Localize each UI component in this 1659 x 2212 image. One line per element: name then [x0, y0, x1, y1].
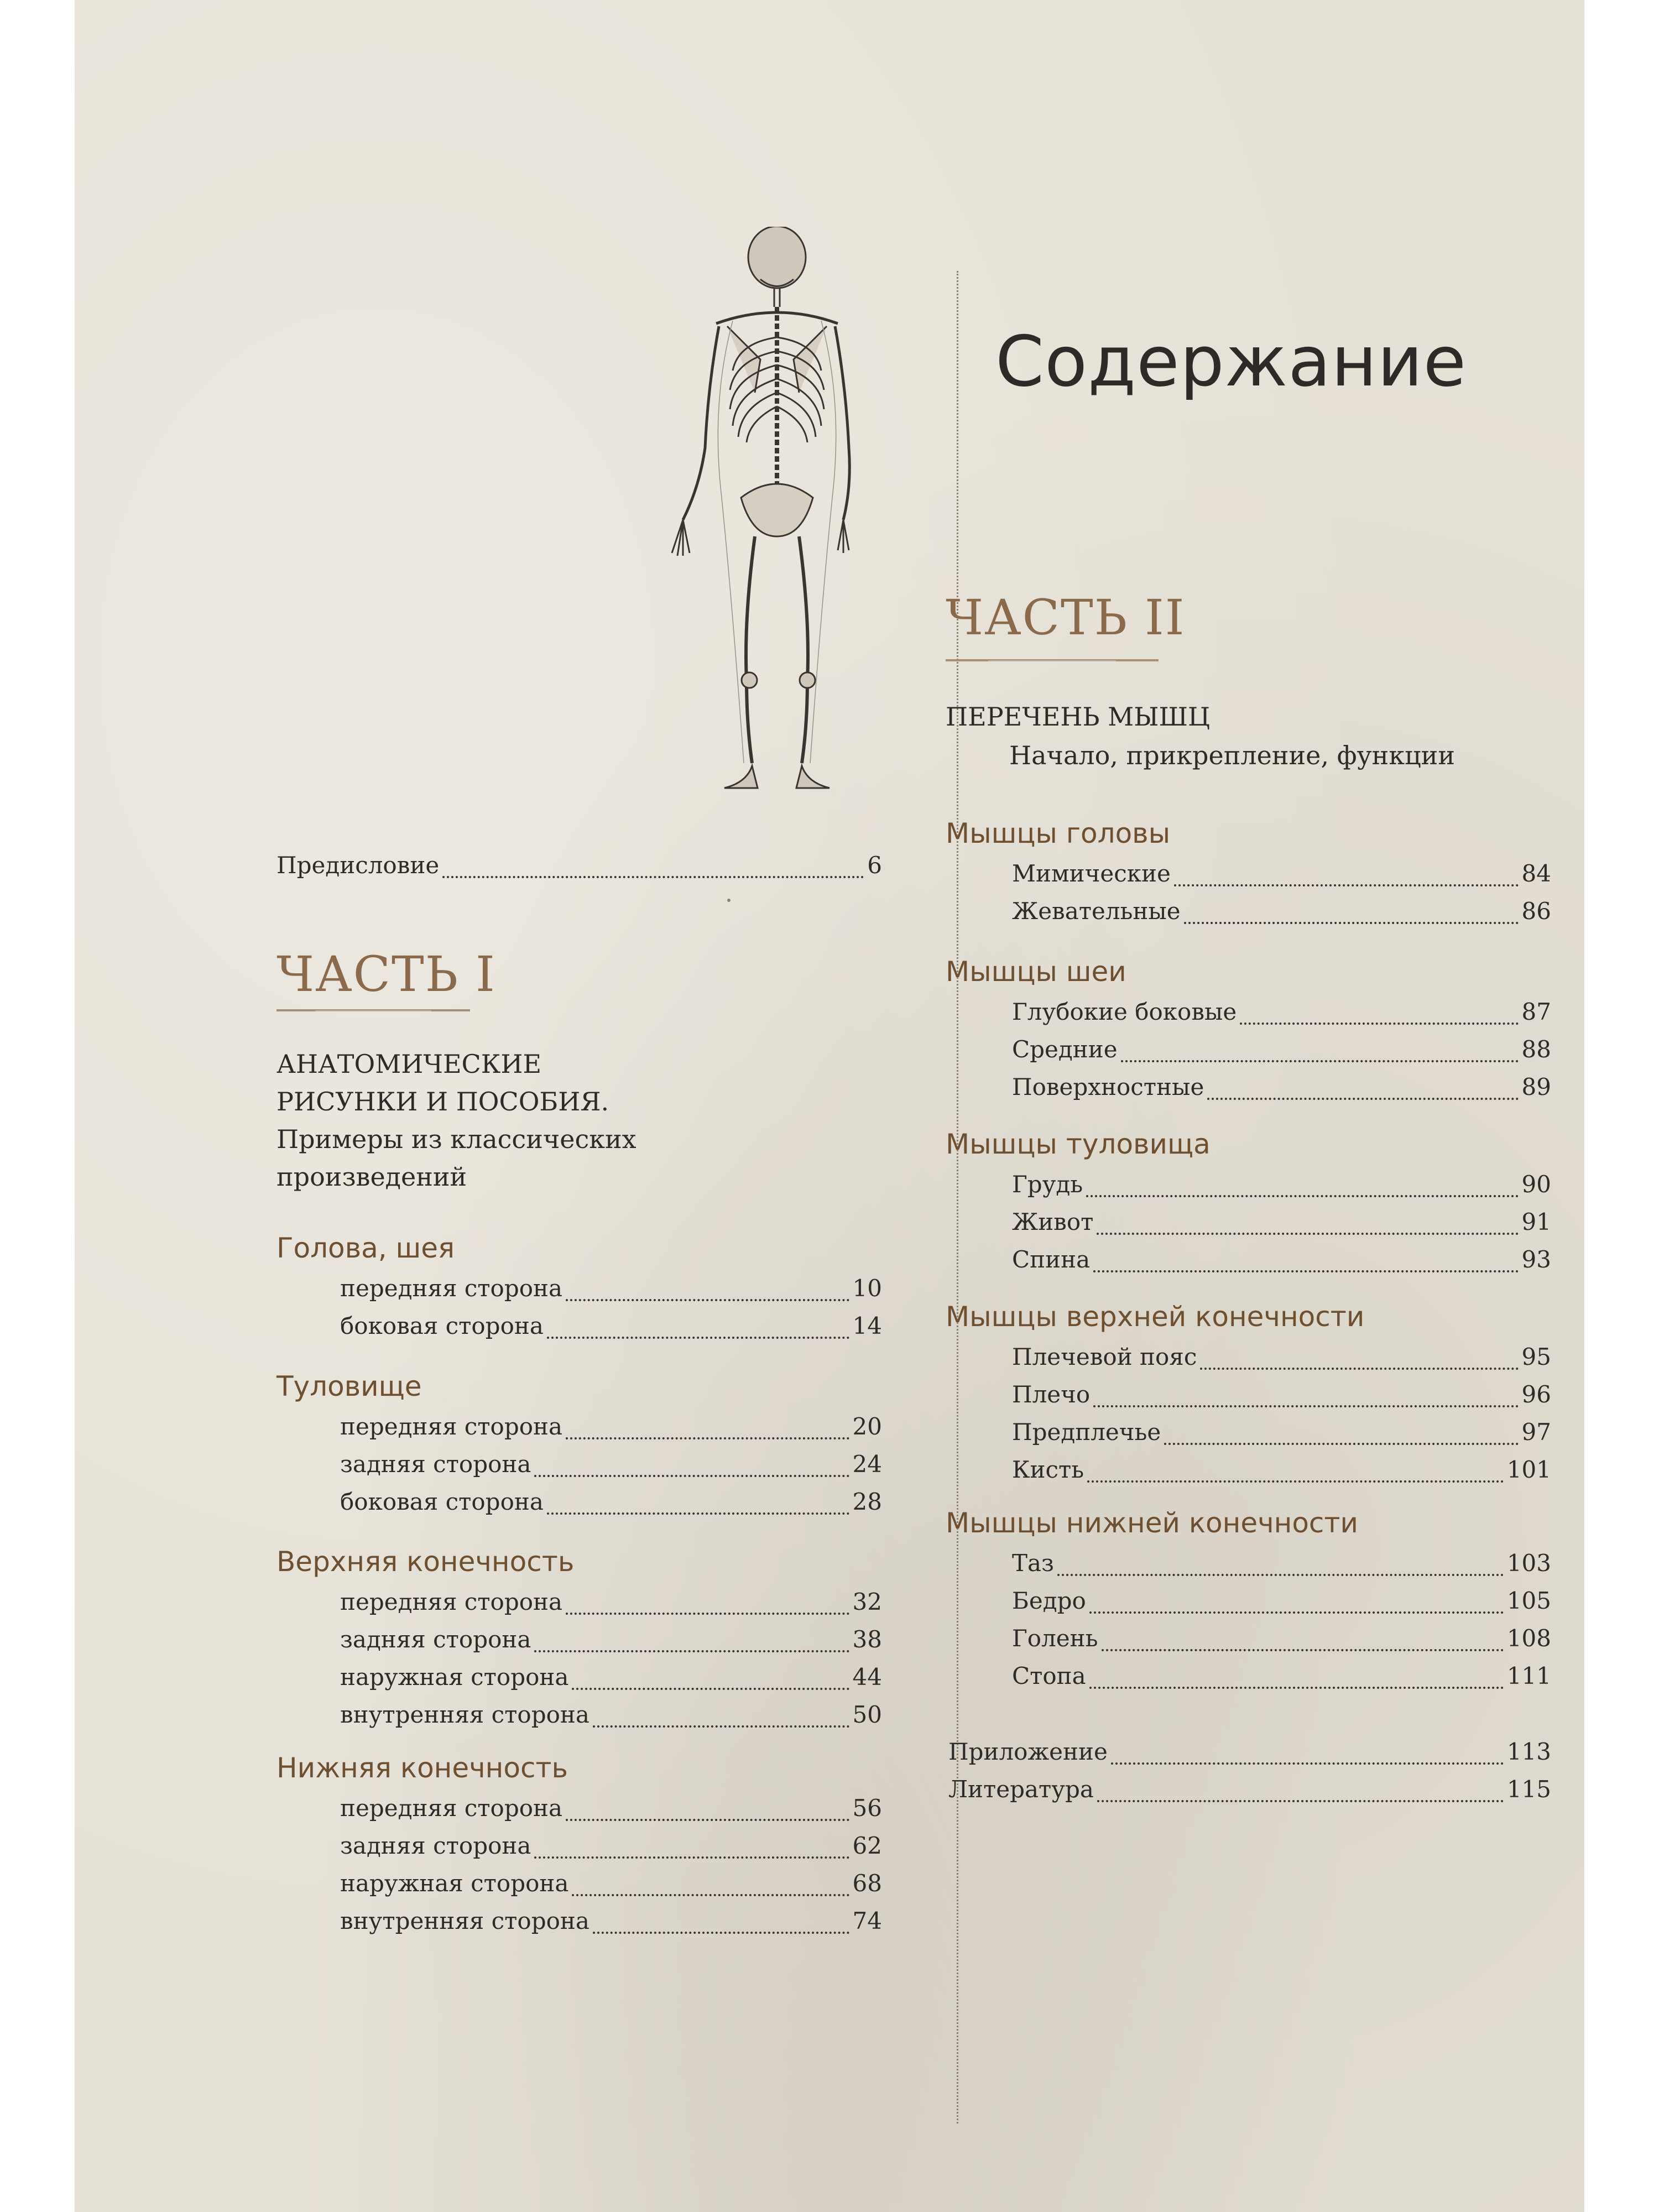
toc-page: 89: [1521, 1073, 1551, 1100]
toc-row[interactable]: [1012, 1381, 1551, 1414]
toc-label: Средние: [1012, 1036, 1118, 1063]
toc-row[interactable]: [340, 1413, 882, 1446]
dot-leader: [1057, 1574, 1504, 1576]
toc-label: передняя сторона: [340, 1794, 563, 1822]
toc-label: наружная сторона: [340, 1870, 569, 1897]
toc-page: 74: [852, 1907, 882, 1934]
toc-row[interactable]: [1012, 1418, 1551, 1452]
toc-page: 115: [1506, 1776, 1551, 1803]
book-page: [75, 0, 1584, 2212]
toc-row[interactable]: [1012, 860, 1551, 893]
toc-label: внутренняя сторона: [340, 1907, 589, 1934]
toc-label: Кисть: [1012, 1456, 1084, 1483]
toc-row[interactable]: [1012, 998, 1551, 1031]
part-2-subtitle-lower: Начало, прикрепление, функции: [1009, 740, 1455, 770]
toc-label: Таз: [1012, 1550, 1054, 1577]
toc-label: задняя сторона: [340, 1451, 531, 1478]
toc-page: 10: [852, 1275, 882, 1302]
toc-page: 90: [1521, 1171, 1551, 1198]
toc-page: 28: [852, 1488, 882, 1515]
toc-row[interactable]: [340, 1588, 882, 1621]
dot-leader: [1121, 1060, 1519, 1062]
toc-page: 6: [867, 852, 882, 879]
dot-leader: [1087, 1480, 1504, 1483]
toc-page: 87: [1521, 998, 1551, 1025]
toc-label: Жевательные: [1012, 898, 1181, 925]
toc-page: 32: [852, 1588, 882, 1615]
toc-row[interactable]: [1012, 1208, 1551, 1241]
dot-leader: [1102, 1649, 1504, 1651]
dot-leader: [572, 1688, 849, 1690]
toc-label: Предисловие: [276, 852, 440, 879]
dot-leader: [442, 876, 864, 878]
dot-leader: [1097, 1233, 1518, 1235]
toc-label: Приложение: [948, 1738, 1108, 1765]
dot-leader: [572, 1894, 849, 1896]
toc-page: 91: [1521, 1208, 1551, 1235]
part-1-subtitle-upper-1: АНАТОМИЧЕСКИЕ: [276, 1049, 542, 1079]
toc-row[interactable]: [1012, 1550, 1551, 1583]
toc-row[interactable]: [1012, 1343, 1551, 1376]
dot-leader: [547, 1512, 849, 1515]
section-head-upper-limb-muscles: Мышцы верхней конечности: [946, 1301, 1365, 1333]
toc-page: 84: [1521, 860, 1551, 887]
toc-label: передняя сторона: [340, 1413, 563, 1440]
toc-label: наружная сторона: [340, 1663, 569, 1691]
toc-label: Плечо: [1012, 1381, 1091, 1408]
dot-leader: [534, 1475, 849, 1477]
toc-page: 101: [1506, 1456, 1551, 1483]
toc-row[interactable]: [340, 1663, 882, 1697]
toc-row[interactable]: [1012, 1587, 1551, 1620]
dot-leader: [1184, 922, 1519, 924]
toc-label: Мимические: [1012, 860, 1171, 887]
toc-row[interactable]: [1012, 898, 1551, 931]
dot-leader: [593, 1932, 849, 1934]
toc-page: 50: [852, 1701, 882, 1728]
dot-leader: [1093, 1270, 1518, 1272]
toc-label: боковая сторона: [340, 1488, 544, 1515]
dot-leader: [1086, 1195, 1518, 1197]
part-1-subtitle-lower-1: Примеры из классических: [276, 1124, 637, 1154]
toc-page: 86: [1521, 898, 1551, 925]
toc-label: внутренняя сторона: [340, 1701, 589, 1728]
part-2-title: ЧАСТЬ II: [946, 589, 1186, 646]
toc-label: Голень: [1012, 1625, 1098, 1652]
toc-label: Живот: [1012, 1208, 1094, 1235]
dot-leader: [1089, 1687, 1504, 1689]
part-1-rule: [276, 1009, 470, 1011]
toc-row[interactable]: [340, 1870, 882, 1903]
dot-leader: [1164, 1443, 1518, 1445]
dot-leader: [1093, 1405, 1518, 1407]
toc-page: 14: [852, 1312, 882, 1339]
dot-leader: [534, 1856, 849, 1859]
toc-row[interactable]: [1012, 1171, 1551, 1204]
part-1-title: ЧАСТЬ I: [276, 946, 496, 1003]
toc-row[interactable]: [340, 1907, 882, 1940]
toc-label: Поверхностные: [1012, 1073, 1204, 1100]
toc-row[interactable]: [340, 1312, 882, 1345]
toc-page: 113: [1506, 1738, 1551, 1765]
dot-leader: [1207, 1098, 1518, 1100]
section-head-head-neck: Голова, шея: [276, 1232, 455, 1264]
section-head-torso-muscles: Мышцы туловища: [946, 1128, 1211, 1160]
toc-label: Глубокие боковые: [1012, 998, 1237, 1025]
section-head-neck-muscles: Мышцы шеи: [946, 956, 1126, 988]
toc-row[interactable]: [340, 1701, 882, 1734]
toc-label: Плечевой пояс: [1012, 1343, 1197, 1370]
toc-page: 96: [1521, 1381, 1551, 1408]
dot-leader: [1097, 1800, 1504, 1802]
toc-page: 103: [1506, 1550, 1551, 1577]
section-head-upper-limb: Верхняя конечность: [276, 1546, 575, 1578]
toc-label: Литература: [948, 1776, 1094, 1803]
toc-page: 62: [852, 1832, 882, 1859]
toc-label: Грудь: [1012, 1171, 1083, 1198]
toc-page: 108: [1506, 1625, 1551, 1652]
toc-row-appendix[interactable]: [948, 1738, 1551, 1771]
dot-leader: [1089, 1611, 1504, 1614]
toc-row[interactable]: [340, 1488, 882, 1521]
dot-leader: [593, 1725, 849, 1728]
toc-row[interactable]: [1012, 1662, 1551, 1695]
part-2-subtitle-upper: ПЕРЕЧЕНЬ МЫШЦ: [946, 702, 1211, 732]
toc-label: передняя сторона: [340, 1588, 563, 1615]
toc-row[interactable]: [1012, 1456, 1551, 1489]
toc-page: 44: [852, 1663, 882, 1691]
toc-row[interactable]: [1012, 1036, 1551, 1069]
toc-row[interactable]: [1012, 1625, 1551, 1658]
toc-label: задняя сторона: [340, 1832, 531, 1859]
toc-label: Бедро: [1012, 1587, 1086, 1614]
toc-row[interactable]: [340, 1832, 882, 1865]
section-head-torso: Туловище: [276, 1370, 422, 1402]
dot-leader: [566, 1437, 849, 1439]
paper-speck: [727, 899, 731, 902]
toc-label: Спина: [1012, 1246, 1091, 1273]
page-title: Содержание: [995, 321, 1467, 402]
toc-row[interactable]: [340, 1794, 882, 1828]
toc-page: 88: [1521, 1036, 1551, 1063]
toc-label: боковая сторона: [340, 1312, 544, 1339]
section-head-lower-limb-muscles: Мышцы нижней конечности: [946, 1507, 1359, 1539]
toc-page: 20: [852, 1413, 882, 1440]
part-1-subtitle-upper-2: РИСУНКИ И ПОСОБИЯ.: [276, 1087, 609, 1117]
toc-page: 38: [852, 1626, 882, 1653]
dot-leader: [1111, 1762, 1504, 1765]
toc-row-preface[interactable]: [276, 852, 882, 885]
dot-leader: [566, 1819, 849, 1821]
toc-page: 111: [1506, 1662, 1551, 1689]
dot-leader: [1240, 1022, 1518, 1025]
column-divider: [957, 271, 958, 2124]
toc-page: 56: [852, 1794, 882, 1822]
toc-label: Предплечье: [1012, 1418, 1161, 1446]
section-head-lower-limb: Нижняя конечность: [276, 1752, 568, 1784]
dot-leader: [566, 1613, 849, 1615]
toc-label: Стопа: [1012, 1662, 1086, 1689]
dot-leader: [547, 1337, 849, 1339]
toc-row[interactable]: [340, 1626, 882, 1659]
part-2-rule: [946, 659, 1159, 661]
toc-row[interactable]: [1012, 1073, 1551, 1107]
toc-label: передняя сторона: [340, 1275, 563, 1302]
section-head-head-muscles: Мышцы головы: [946, 817, 1171, 849]
toc-page: 24: [852, 1451, 882, 1478]
toc-row[interactable]: [1012, 1246, 1551, 1279]
toc-page: 105: [1506, 1587, 1551, 1614]
toc-page: 95: [1521, 1343, 1551, 1370]
toc-row[interactable]: [340, 1451, 882, 1484]
toc-row[interactable]: [340, 1275, 882, 1308]
dot-leader: [566, 1299, 849, 1301]
dot-leader: [1174, 884, 1519, 886]
toc-page: 68: [852, 1870, 882, 1897]
dot-leader: [534, 1650, 849, 1652]
skeleton-illustration: [650, 227, 893, 802]
toc-page: 93: [1521, 1246, 1551, 1273]
part-1-subtitle-lower-2: произведений: [276, 1162, 467, 1192]
toc-page: 97: [1521, 1418, 1551, 1446]
toc-label: задняя сторона: [340, 1626, 531, 1653]
toc-row-literature[interactable]: [948, 1776, 1551, 1809]
dot-leader: [1200, 1368, 1518, 1370]
